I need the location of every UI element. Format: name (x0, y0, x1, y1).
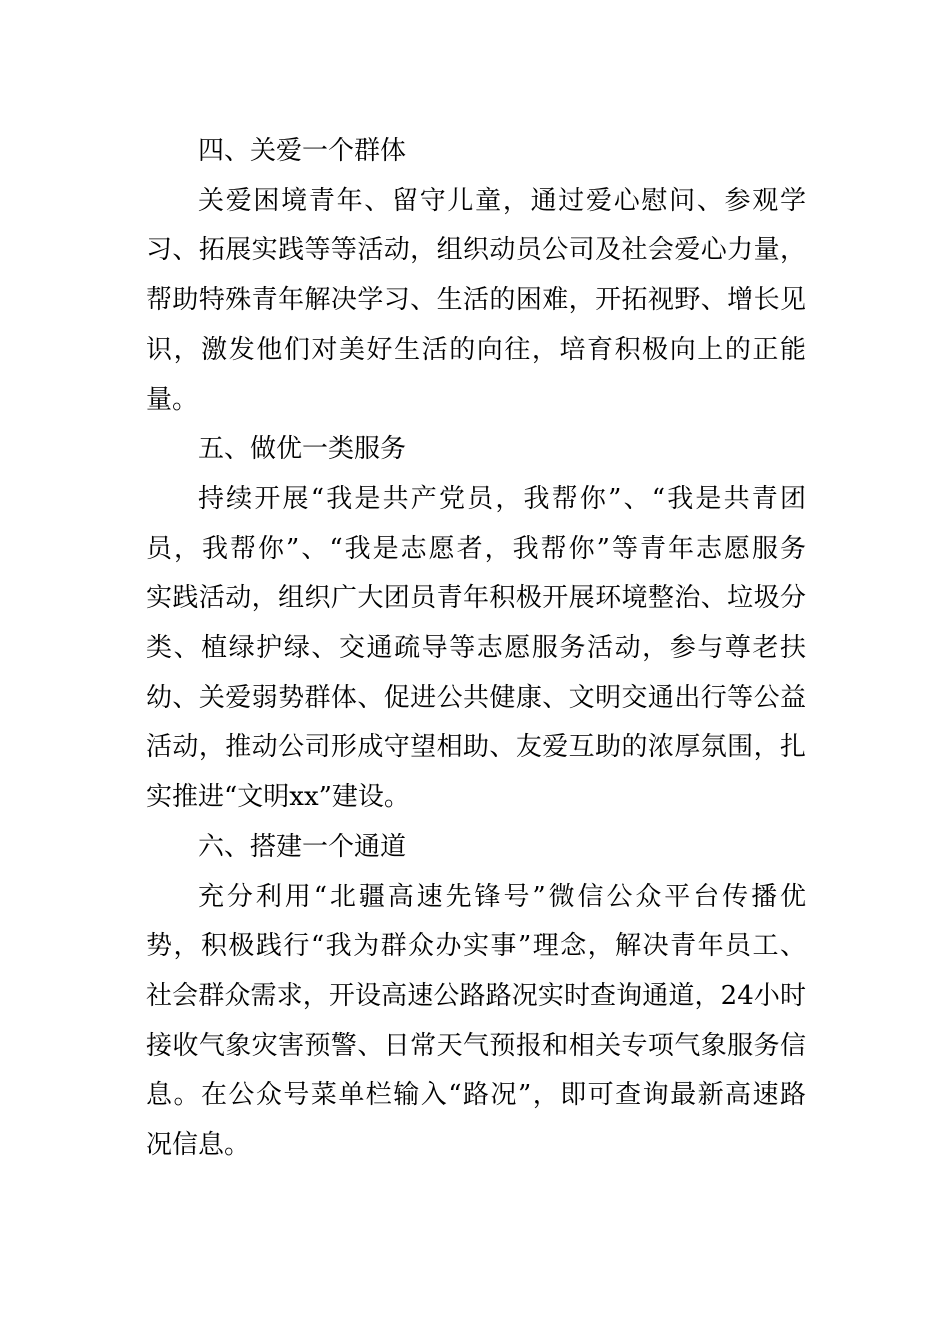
paragraph-line: 持续开展“我是共产党员，我帮你”、“我是共青团 (198, 483, 806, 514)
paragraph-line: 实践活动，组织广大团员青年积极开展环境整治、垃圾分 (146, 583, 806, 614)
paragraph-line: 关爱困境青年、留守儿童，通过爱心慰问、参观学 (198, 185, 806, 216)
paragraph-line: 习、拓展实践等等活动，组织动员公司及社会爱心力量， (146, 235, 806, 266)
section-paragraph (146, 873, 806, 1171)
section-paragraph (146, 177, 806, 426)
paragraph-line: 社会群众需求，开设高速公路路况实时查询通道，24小时 (146, 980, 806, 1011)
paragraph-line: 帮助特殊青年解决学习、生活的困难，开拓视野、增长见 (146, 285, 806, 316)
section-heading: 六、搭建一个通道 (198, 831, 407, 862)
paragraph-line: 类、植绿护绿、交通疏导等志愿服务活动，参与尊老扶 (146, 633, 806, 664)
paragraph-line: 实推进“文明xx”建设。 (146, 782, 410, 813)
paragraph-line: 势，积极践行“我为群众办实事”理念，解决青年员工、 (146, 931, 806, 962)
paragraph-line: 活动，推动公司形成守望相助、友爱互助的浓厚氛围，扎 (146, 732, 806, 763)
paragraph-line: 员，我帮你”、“我是志愿者，我帮你”等青年志愿服务 (146, 533, 806, 564)
document-page (146, 127, 806, 1171)
paragraph-line: 息。在公众号菜单栏输入“路况”，即可查询最新高速路 (146, 1080, 806, 1111)
paragraph-line: 接收气象灾害预警、日常天气预报和相关专项气象服务信 (146, 1030, 806, 1061)
section-paragraph (146, 475, 806, 823)
paragraph-line: 识，激发他们对美好生活的向往，培育积极向上的正能 (146, 334, 806, 365)
paragraph-line: 充分利用“北疆高速先锋号”微信公众平台传播优 (198, 881, 806, 912)
paragraph-line: 况信息。 (146, 1130, 251, 1161)
paragraph-line: 量。 (146, 384, 199, 415)
section-heading: 四、关爱一个群体 (198, 136, 407, 166)
paragraph-line: 幼、关爱弱势群体、促进公共健康、文明交通出行等公益 (146, 682, 806, 713)
section-heading: 五、做优一类服务 (198, 434, 407, 465)
